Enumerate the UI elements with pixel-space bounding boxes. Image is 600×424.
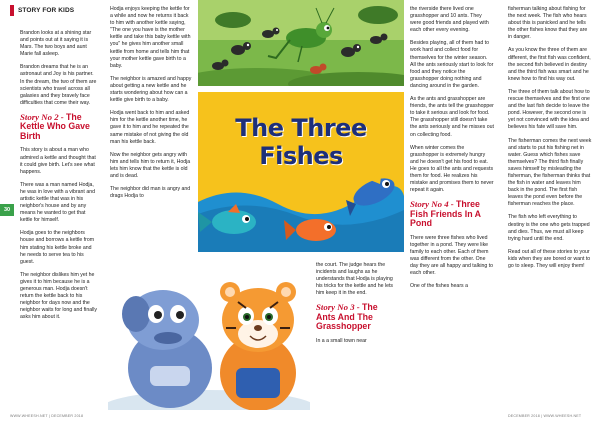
banner-title: The Three Fishes: [235, 114, 367, 170]
story-heading: [20, 113, 98, 142]
section-label: STORY FOR KIDS: [18, 7, 75, 14]
paragraph: There was a man named Hodja, he was in love with a vibrant and artistic kettle that was in his neighbor's house and by any means he wanted to get that kettle for himself.: [20, 181, 95, 224]
story-title: The Kettle Who Gave Birth: [20, 111, 90, 141]
paragraph: This story is about a man who admired a kettle and thought that it could give birth. Let's see what happens.: [20, 147, 96, 175]
column-1: [20, 30, 98, 328]
column-2: [110, 6, 192, 206]
story-number: Story No 4 -: [410, 199, 456, 210]
column-5: [508, 6, 592, 276]
column-3: [316, 262, 396, 351]
section-header: [10, 5, 74, 16]
page-number-tab: 30: [0, 204, 14, 216]
ants-grasshopper-illustration: [198, 0, 404, 86]
three-fishes-banner: [198, 92, 404, 252]
paragraph: the court. The judge hears the incidents and laughs as he understands that Hodja is playing his tricks for the kettle and he lets him keep it in the end.: [316, 262, 393, 297]
paragraph: In a a small town near: [316, 337, 367, 344]
paragraph: One of the fishes hears a: [410, 283, 468, 290]
story-number: Story No 3 -: [316, 302, 362, 313]
paragraph: Brandon looks at a shining star and points out at it saying it is Mars. The two boys and aunt Marie fall asleep.: [20, 30, 92, 58]
paragraph: As the ants and grasshopper are friends, the ants tell the grasshopper to take it serious and look for food. The grasshopper still doesn't take the ants seriously and he misses out on collecting food.: [410, 96, 494, 138]
kettle-characters-illustration: [108, 258, 310, 410]
paragraph: Hodja went back to him and asked him for the kettle another time, he gave it to him and he repeated the same mistake of not giving the old man his kettle back.: [110, 110, 190, 145]
story-title: The Ants And The Grasshopper: [316, 302, 378, 332]
paragraph: the riverside there lived one grasshopper and 10 ants. They were good friends and played with each other every evening.: [410, 6, 489, 34]
paragraph: Now the neighbor gets angry with him and tells him to return it, Hodja lets him know that the kettle is old and is dead.: [110, 151, 191, 179]
footer-left: WWW.WHEESH.NET | DECEMBER 2018: [10, 414, 84, 418]
column-4: [410, 6, 494, 296]
paragraph: The three of them talk about how to rescue themselves and the first one and the last fish decide to leave the pond. However, the second one is yet not convinced with the idea and believes his fate will save him.: [508, 88, 590, 131]
paragraph: There were three fishes who lived together in a pond. They were like family to each other. Each of them was different from the other. One day they are all happy and talking to each other.: [410, 234, 494, 277]
paragraph: Brandon dreams that he is an astronaut and Joy is his partner. In the dream, the two of them are scientists who travel across all galaxies and they bravely face difficulties that come their way.: [20, 64, 97, 106]
paragraph: Read out all of these stories to your kids when they are bored or want to go to sleep. They will enjoy them!: [508, 248, 591, 269]
paragraph: As you know the three of them are different, the first fish was confident, the second fish believed in destiny and the third fish was smart and he knew how to find his way out.: [508, 47, 591, 82]
paragraph: fisherman talking about fishing for the next week. The fish who hears about this is panicked and he tells the other fishes know that they are in danger.: [508, 6, 588, 41]
story-title: Three Fish Friends In A Pond: [410, 199, 481, 229]
paragraph: The fish who left everything to destiny is the one who gets trapped and dies. Thus, we must all keep trying hard until the end.: [508, 214, 590, 242]
story-number: Story No 2 -: [20, 111, 66, 122]
paragraph: Besides playing, all of them had to work hard and collect food for themselves for the winter season. All the ants seriously start to look for food and they notice the grasshopper doing nothing and dancing around in the garden.: [410, 40, 494, 89]
story-heading: [410, 200, 494, 229]
paragraph: The neighbor did man is angry and drags Hodja to: [110, 186, 191, 200]
paragraph: When winter comes the grasshopper is extremely hungry and he doesn't get his food to eat. He goes to all the ants and requests them for food. He realizes his mistake and promises them to never repeat it again.: [410, 144, 494, 194]
paragraph: Hodja goes to the neighbors house and borrows a kettle from him stating his kettle broke and he needs to serve tea to his guest.: [20, 230, 95, 265]
paragraph: Hodja enjoys keeping the kettle for a while and now he returns it back to him with another kettle saying, "The one you have is the mother kettle and take this baby kettle with you" he gives him another small kettle from home and tells him that your mother kettle gave birth to a baby.: [110, 6, 191, 69]
story-heading: [316, 303, 396, 332]
paragraph: The fisherman comes the next week and starts to put his fishing net in water. Guess which fishes save themselves? The third fish finally saves himself by misleading the fisherman, the fisherman thinks that the fish in water and leaves him back in the pond. The first fish leaves the pond even before the fisherman reaches the place.: [508, 137, 592, 208]
header-accent-bar: [10, 5, 14, 16]
paragraph: The neighbor dislikes him yet he gives it to him because he is a generous man. Hodja doesn't return the kettle back to his neighbor for days now and the neighbor waits for long and finally asks him about it.: [20, 271, 97, 321]
paragraph: The neighbor is amazed and happy about getting a new kettle and he starts wondering about how can a kettle give birth to a baby.: [110, 75, 192, 104]
footer-right: DECEMBER 2018 | WWW.WHEESH.NET: [508, 414, 582, 418]
